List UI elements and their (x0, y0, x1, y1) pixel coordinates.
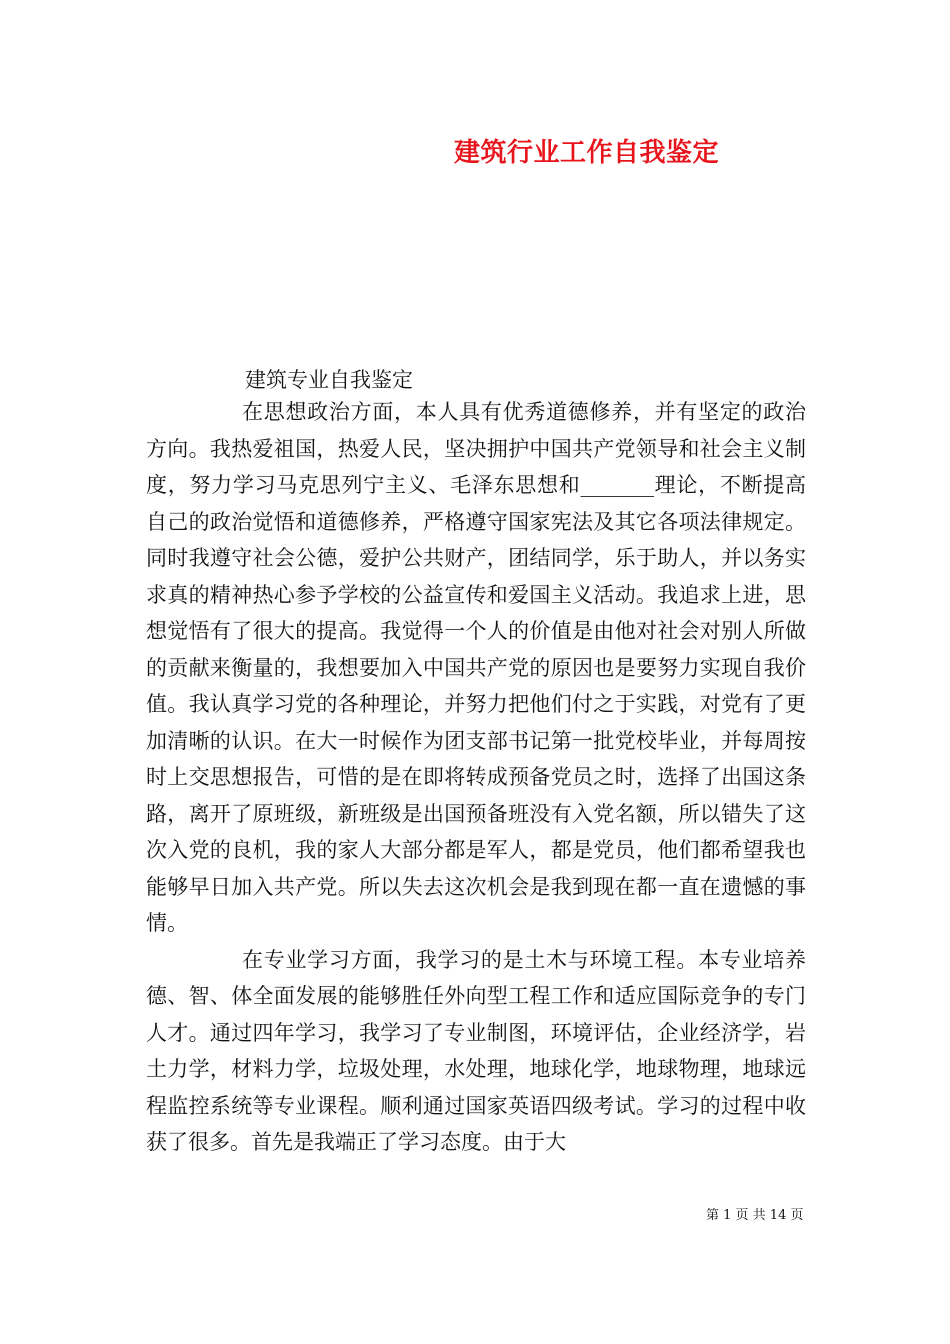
section-heading: 建筑专业自我鉴定 (245, 368, 413, 392)
page-number-footer: 第 1 页 共 14 页 (706, 1208, 804, 1223)
paragraph-academic: 在专业学习方面，我学习的是土木与环境工程。本专业培养德、智、体全面发展的能够胜任外向型工程工作和适应国际竞争的专门人才。通过四年学习，我学习了专业制图，环境评估，企业经济学，岩土力学，材料力学，垃圾处理，水处理，地球化学，地球物理，地球远程监控系统等专业课程。顺利通过国家英语四级考试。学习的过程中收获了很多。首先是我端正了学习态度。由于大 (146, 947, 806, 1154)
document-title: 建筑行业工作自我鉴定 (454, 138, 720, 168)
paragraph-political: 在思想政治方面，本人具有优秀道德修养，并有坚定的政治方向。我热爱祖国，热爱人民，坚决拥护中国共产党领导和社会主义制度，努力学习马克思列宁主义、毛泽东思想和_______理论，不断提高自己的政治觉悟和道德修养，严格遵守国家宪法及其它各项法律规定。同时我遵守社会公德，爱护公共财产，团结同学，乐于助人，并以务实求真的精神热心参予学校的公益宣传和爱国主义活动。我追求上进，思想觉悟有了很大的提高。我觉得一个人的价值是由他对社会对别人所做的贡献来衡量的，我想要加入中国共产党的原因也是要努力实现自我价值。我认真学习党的各种理论，并努力把他们付之于实践，对党有了更加清晰的认识。在大一时候作为团支部书记第一批党校毕业，并每周按时上交思想报告，可惜的是在即将转成预备党员之时，选择了出国这条路，离开了原班级，新班级是出国预备班没有入党名额，所以错失了这次入党的良机，我的家人大部分都是军人，都是党员，他们都希望我也能够早日加入共产党。所以失去这次机会是我到现在都一直在遗憾的事情。 (146, 400, 806, 935)
document-body (146, 394, 806, 1161)
